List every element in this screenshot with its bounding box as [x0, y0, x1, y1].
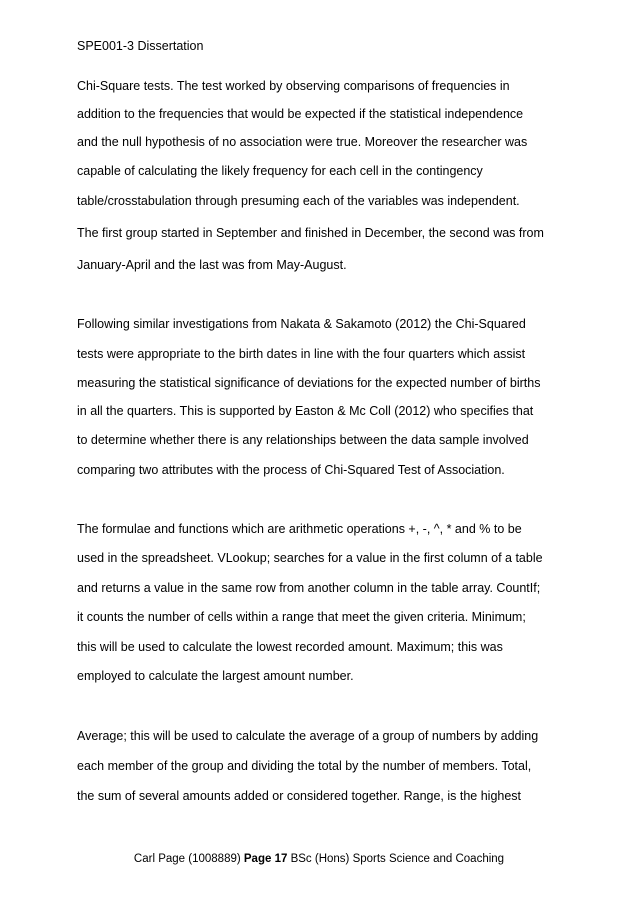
body-line: the sum of several amounts added or considered together. Range, is the highest [77, 789, 522, 803]
footer-author: Carl Page (1008889) [133, 853, 241, 865]
body-line: it counts the number of cells within a range that meet the given criteria. Minimum; [77, 610, 526, 624]
body-line: and the null hypothesis of no association were true. Moreover the researcher was [77, 135, 528, 149]
body-line: table/crosstabulation through presuming each of the variables was independent. [77, 194, 520, 208]
body-line: comparing two attributes with the process of Chi-Squared Test of Association. [77, 463, 505, 477]
body-line: each member of the group and dividing the total by the number of members. Total, [77, 759, 532, 773]
body-line: and returns a value in the same row from another column in the table array. CountIf; [77, 581, 541, 595]
body-line: Following similar investigations from Nakata & Sakamoto (2012) the Chi-Squared [77, 317, 526, 331]
body-line: Average; this will be used to calculate the average of a group of numbers by adding [77, 729, 539, 743]
body-line: measuring the statistical significance of deviations for the expected number of births [77, 376, 541, 390]
body-line: addition to the frequencies that would be expected if the statistical independence [77, 107, 524, 121]
body-line: The first group started in September and finished in December, the second was from [77, 226, 544, 240]
body-line: Chi-Square tests. The test worked by observing comparisons of frequencies in [77, 79, 510, 93]
footer-course: BSc (Hons) Sports Science and Coaching [290, 853, 505, 865]
page-header: SPE001-3 Dissertation [77, 39, 204, 53]
body-line: tests were appropriate to the birth dates in line with the four quarters which assist [77, 347, 526, 361]
footer-page-number: Page 17 [243, 853, 288, 865]
body-line: employed to calculate the largest amount number. [77, 669, 354, 683]
body-line: January-April and the last was from May-August. [77, 258, 347, 272]
body-line: The formulae and functions which are arithmetic operations +, -, ^, * and % to be [77, 522, 522, 536]
body-line: used in the spreadsheet. VLookup; searches for a value in the first column of a table [77, 551, 543, 565]
body-line: in all the quarters. This is supported by Easton & Mc Coll (2012) who specifies that [77, 404, 534, 418]
page-footer [0, 852, 638, 866]
body-line: this will be used to calculate the lowest recorded amount. Maximum; this was [77, 640, 503, 654]
body-line: capable of calculating the likely frequency for each cell in the contingency [77, 164, 483, 178]
body-line: to determine whether there is any relationships between the data sample involved [77, 433, 529, 447]
